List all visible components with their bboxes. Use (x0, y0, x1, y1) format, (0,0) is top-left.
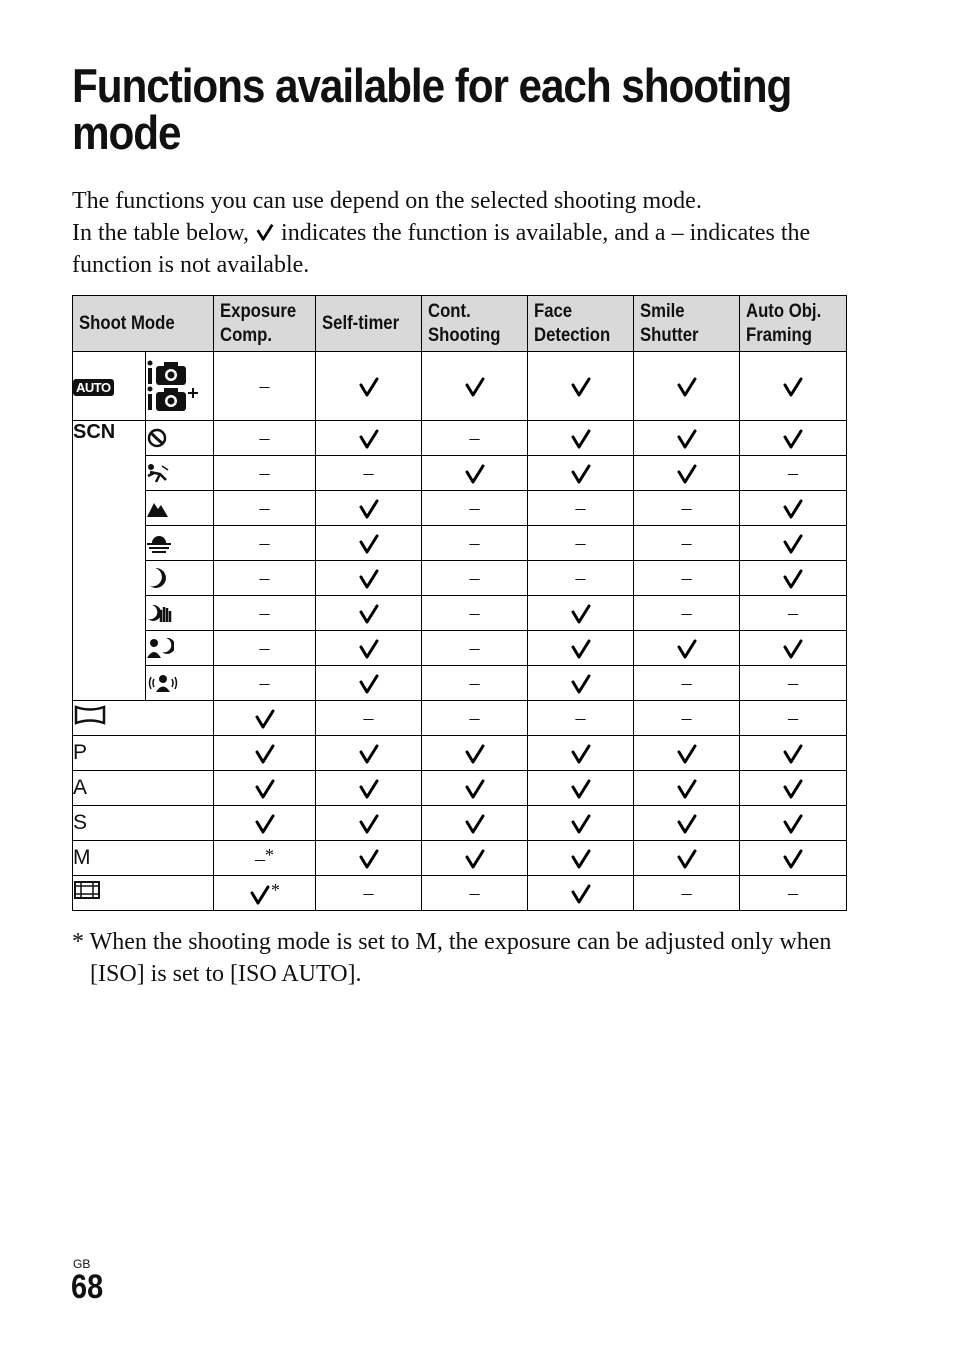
dash-mark: – (469, 531, 480, 554)
checkmark-icon (782, 741, 804, 763)
sweep-panorama-icon (73, 701, 214, 736)
not-available-cell (528, 561, 634, 596)
checkmark-icon (782, 776, 804, 798)
checkmark-icon (676, 811, 698, 833)
available-cell (740, 631, 847, 666)
not-available-cell (214, 491, 316, 526)
checkmark-icon (782, 496, 804, 518)
table-row (73, 526, 847, 561)
table-row (73, 841, 847, 876)
table-row (73, 491, 847, 526)
hand-held-twilight-icon (146, 596, 214, 631)
not-available-cell (422, 701, 528, 736)
dash-mark: – (259, 671, 270, 694)
checkmark-icon (358, 374, 380, 396)
dash-mark: – (259, 601, 270, 624)
checkmark-icon (570, 426, 592, 448)
not-available-cell (740, 456, 847, 491)
table-row (73, 421, 847, 456)
checkmark-icon (358, 636, 380, 658)
not-available-cell (634, 596, 740, 631)
available-cell (316, 561, 422, 596)
checkmark-icon (676, 776, 698, 798)
available-cell (528, 736, 634, 771)
not-available-cell (634, 561, 740, 596)
not-available-cell (214, 456, 316, 491)
dash-mark: – (575, 496, 586, 519)
available-cell (740, 491, 847, 526)
not-available-cell (422, 631, 528, 666)
checkmark-icon (464, 846, 486, 868)
dash-mark: – (363, 881, 374, 904)
available-cell (740, 526, 847, 561)
sports-icon (146, 456, 214, 491)
checkmark-icon (464, 776, 486, 798)
table-row (73, 701, 847, 736)
mode-letter: P (73, 736, 214, 771)
available-cell (634, 771, 740, 806)
landscape-icon (146, 491, 214, 526)
intelligent-auto-icon (146, 360, 213, 386)
not-available-cell (214, 526, 316, 561)
mode-letter: A (73, 771, 214, 806)
available-cell (214, 701, 316, 736)
available-cell (634, 352, 740, 421)
available-cell (316, 421, 422, 456)
dash-mark: – (469, 706, 480, 729)
not-available-cell (740, 701, 847, 736)
not-available-cell (422, 561, 528, 596)
available-cell (528, 666, 634, 701)
checkmark-icon (358, 776, 380, 798)
header-smile-shutter: Smile Shutter (634, 296, 740, 352)
checkmark-icon (782, 531, 804, 553)
table-row (73, 352, 847, 421)
checkmark-icon (358, 741, 380, 763)
footnote-marker: * (265, 845, 275, 865)
checkmark-icon (570, 374, 592, 396)
available-cell (528, 631, 634, 666)
portrait-icon (146, 421, 214, 456)
available-cell (316, 666, 422, 701)
checkmark-icon (570, 776, 592, 798)
available-cell (528, 806, 634, 841)
not-available-cell (740, 596, 847, 631)
checkmark-icon (358, 531, 380, 553)
checkmark-icon (570, 881, 592, 903)
dash-mark: – (575, 531, 586, 554)
table-row (73, 736, 847, 771)
dash-mark: – (469, 496, 480, 519)
not-available-cell (214, 596, 316, 631)
table-row (73, 666, 847, 701)
available-cell (740, 771, 847, 806)
checkmark-icon (570, 741, 592, 763)
not-available-cell (528, 491, 634, 526)
available-cell (634, 806, 740, 841)
intro-paragraph (72, 185, 862, 281)
dash-mark: – (259, 531, 270, 554)
checkmark-icon (570, 846, 592, 868)
dash-mark: – (788, 706, 799, 729)
dash-mark: – (788, 671, 799, 694)
dash-mark: – (681, 881, 692, 904)
dash-mark: – (469, 636, 480, 659)
dash-mark: – (363, 461, 374, 484)
checkmark-icon (358, 601, 380, 623)
available-cell (634, 736, 740, 771)
available-cell (214, 876, 316, 911)
region-label: GB (73, 1257, 91, 1271)
dash-mark: – (259, 461, 270, 484)
dash-mark: – (259, 566, 270, 589)
checkmark-icon (358, 671, 380, 693)
not-available-cell (214, 561, 316, 596)
available-cell (316, 352, 422, 421)
dash-mark: – (469, 601, 480, 624)
available-cell (634, 421, 740, 456)
not-available-cell (422, 491, 528, 526)
available-cell (422, 806, 528, 841)
anti-motion-blur-icon (146, 666, 214, 701)
checkmark-icon (676, 461, 698, 483)
checkmark-icon (782, 846, 804, 868)
dash-mark: – (259, 426, 270, 449)
not-available-cell (214, 631, 316, 666)
night-portrait-icon (146, 631, 214, 666)
dash-mark: – (259, 496, 270, 519)
table-row (73, 596, 847, 631)
available-cell (528, 771, 634, 806)
mode-auto (73, 352, 146, 421)
dash-mark: – (681, 601, 692, 624)
available-cell (740, 352, 847, 421)
available-cell (634, 456, 740, 491)
checkmark-icon (782, 636, 804, 658)
checkmark-icon (254, 706, 276, 728)
available-cell (422, 841, 528, 876)
mode-letter: S (73, 806, 214, 841)
available-cell (422, 456, 528, 491)
dash-mark: – (788, 881, 799, 904)
dash-mark: – (259, 636, 270, 659)
not-available-cell (634, 491, 740, 526)
checkmark-icon (676, 636, 698, 658)
not-available-cell (528, 526, 634, 561)
mode-scn: SCN (73, 421, 146, 701)
not-available-cell (422, 526, 528, 561)
checkmark-icon (782, 566, 804, 588)
available-cell (422, 736, 528, 771)
available-cell (316, 491, 422, 526)
checkmark-icon (782, 374, 804, 396)
superior-auto-icon (146, 386, 213, 412)
table-row (73, 631, 847, 666)
checkmark-icon (570, 671, 592, 693)
not-available-cell (634, 876, 740, 911)
checkmark-icon (254, 811, 276, 833)
not-available-cell (316, 876, 422, 911)
table-row (73, 876, 847, 911)
auto-mode-icon: AUTO (73, 379, 114, 396)
not-available-cell (214, 841, 316, 876)
page-title: Functions available for each shooting mode (72, 59, 792, 159)
not-available-cell (316, 701, 422, 736)
dash-mark: – (788, 461, 799, 484)
available-cell (528, 352, 634, 421)
dash-mark: – (469, 881, 480, 904)
checkmark-icon (570, 636, 592, 658)
available-cell (316, 806, 422, 841)
checkmark-icon (249, 883, 271, 905)
dash-mark: – (681, 496, 692, 519)
checkmark-icon (464, 374, 486, 396)
not-available-cell (634, 701, 740, 736)
header-cont-shooting: Cont. Shooting (422, 296, 528, 352)
footnote-marker: * (271, 879, 281, 900)
available-cell (740, 421, 847, 456)
footnote: * When the shooting mode is set to M, the exposure can be adjusted only when [ISO] is set to [ISO AUTO]. (72, 929, 832, 987)
available-cell (528, 876, 634, 911)
checkmark-icon (358, 811, 380, 833)
checkmark-icon (255, 219, 275, 239)
available-cell (214, 806, 316, 841)
checkmark-icon (254, 741, 276, 763)
header-auto-obj-framing: Auto Obj. Framing (740, 296, 847, 352)
not-available-cell (316, 456, 422, 491)
dash-mark: – (575, 566, 586, 589)
not-available-cell (634, 526, 740, 561)
available-cell (316, 596, 422, 631)
checkmark-icon (254, 776, 276, 798)
mode-letter: M (73, 841, 214, 876)
dash-mark: – (255, 848, 266, 870)
not-available-cell (528, 701, 634, 736)
dash-mark: – (575, 706, 586, 729)
dash-mark: – (788, 601, 799, 624)
available-cell (316, 736, 422, 771)
checkmark-icon (676, 374, 698, 396)
available-cell (528, 421, 634, 456)
not-available-cell (422, 666, 528, 701)
checkmark-icon (676, 846, 698, 868)
dash-mark: – (681, 531, 692, 554)
functions-table (72, 295, 847, 911)
not-available-cell (634, 666, 740, 701)
night-scene-icon (146, 561, 214, 596)
page-number: 68 (71, 1268, 104, 1306)
checkmark-icon (358, 846, 380, 868)
checkmark-icon (464, 461, 486, 483)
not-available-cell (422, 876, 528, 911)
header-shoot-mode: Shoot Mode (73, 296, 214, 352)
available-cell (740, 561, 847, 596)
dash-mark: – (469, 566, 480, 589)
available-cell (316, 631, 422, 666)
checkmark-icon (358, 496, 380, 518)
auto-submodes (146, 352, 214, 421)
table-row (73, 806, 847, 841)
intro-line-1: The functions you can use depend on the selected shooting mode. (72, 188, 702, 214)
table-row (73, 561, 847, 596)
available-cell (316, 841, 422, 876)
checkmark-icon (464, 811, 486, 833)
table-row (73, 456, 847, 491)
dash-mark: – (681, 566, 692, 589)
checkmark-icon (782, 426, 804, 448)
checkmark-icon (782, 811, 804, 833)
available-cell (316, 526, 422, 561)
not-available-cell (214, 666, 316, 701)
available-cell (528, 596, 634, 631)
dash-mark: – (469, 671, 480, 694)
available-cell (740, 736, 847, 771)
header-exposure-comp: Exposure Comp. (214, 296, 316, 352)
table-row (73, 771, 847, 806)
available-cell (316, 771, 422, 806)
movie-icon (73, 876, 214, 911)
dash-mark: – (681, 706, 692, 729)
checkmark-icon (676, 741, 698, 763)
available-cell (422, 771, 528, 806)
header-self-timer: Self-timer (316, 296, 422, 352)
checkmark-icon (570, 601, 592, 623)
dash-mark: – (469, 426, 480, 449)
table-header-row (73, 296, 847, 352)
available-cell (634, 841, 740, 876)
checkmark-icon (676, 426, 698, 448)
available-cell (634, 631, 740, 666)
not-available-cell (214, 421, 316, 456)
checkmark-icon (464, 741, 486, 763)
intro-line-2-before: In the table below, (72, 220, 256, 246)
header-face-detection: Face Detection (528, 296, 634, 352)
checkmark-icon (358, 566, 380, 588)
not-available-cell (740, 876, 847, 911)
not-available-cell (740, 666, 847, 701)
available-cell (214, 771, 316, 806)
intro-line-2-after: indicates the function is available, and a – indicates the function is not available. (72, 220, 811, 278)
available-cell (528, 456, 634, 491)
checkmark-icon (358, 426, 380, 448)
dash-mark: – (363, 706, 374, 729)
dash-mark: – (259, 374, 270, 397)
not-available-cell (422, 421, 528, 456)
available-cell (740, 841, 847, 876)
not-available-cell (422, 596, 528, 631)
sunset-icon (146, 526, 214, 561)
available-cell (528, 841, 634, 876)
available-cell (740, 806, 847, 841)
checkmark-icon (570, 811, 592, 833)
not-available-cell (214, 352, 316, 421)
dash-mark: – (681, 671, 692, 694)
available-cell (422, 352, 528, 421)
available-cell (214, 736, 316, 771)
checkmark-icon (570, 461, 592, 483)
